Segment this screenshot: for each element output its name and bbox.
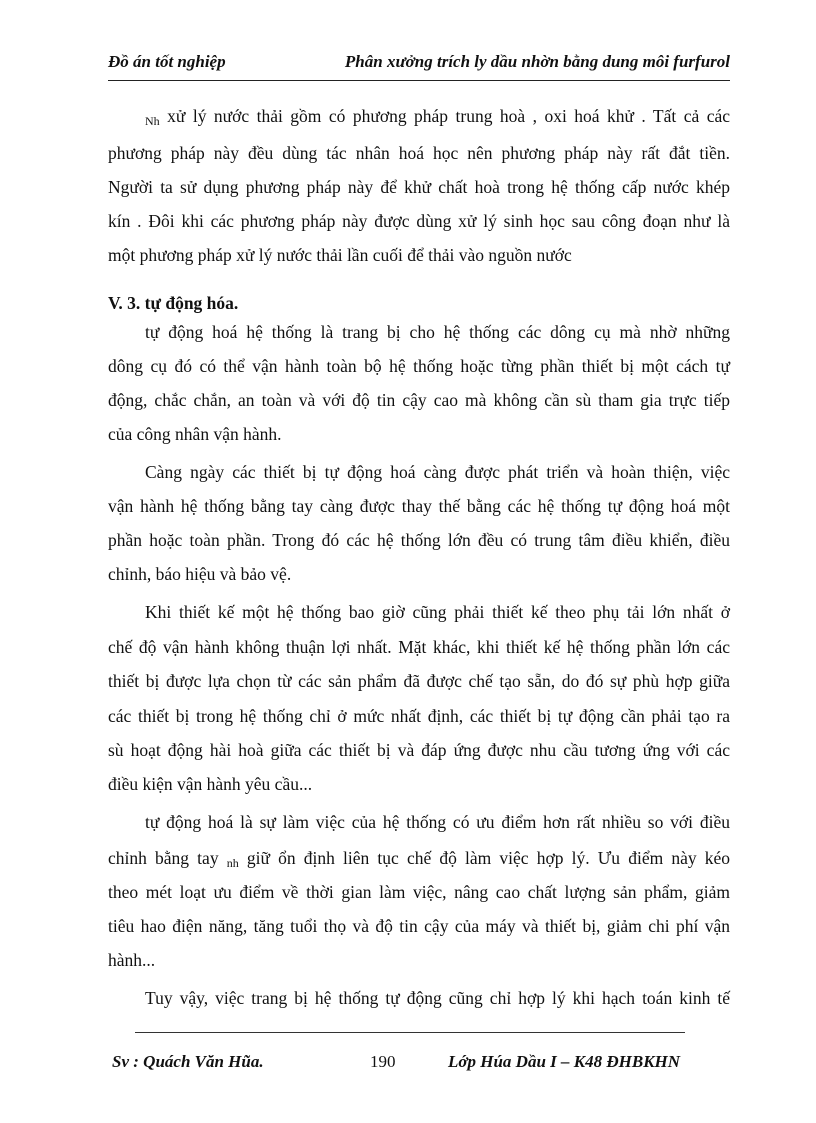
line-text: xử lý nước thải gồm có phương pháp trung hoà , oxi hoá khử . Tất cả các — [167, 106, 730, 126]
paragraph-line: phần hoặc toàn phần. Trong đó các hệ thống lớn đều có trung tâm điều khiển, điều — [108, 530, 730, 550]
paragraph-line: vận hành hệ thống bằng tay càng được thay thế bằng các hệ thống tự động hoá một — [108, 496, 730, 516]
paragraph-line — [108, 848, 730, 871]
paragraph-line — [145, 106, 730, 129]
header-title-left: Đồ án tốt nghiệp — [108, 52, 226, 71]
paragraph-line: kín . Đôi khi các phương pháp này được dùng xử lý sinh học sau công đoạn như là — [108, 211, 730, 231]
section-heading: V. 3. tự động hóa. — [108, 293, 239, 313]
line-text: chỉnh bằng tay — [108, 848, 219, 868]
footer-student: Sv : Quách Văn Hũa. — [112, 1052, 264, 1071]
paragraph-line: thiết bị được lựa chọn từ các sản phẩm đã được chế tạo sẵn, do đó sự phù hợp giữa — [108, 671, 730, 691]
paragraph-line: dông cụ đó có thể vận hành toàn bộ hệ thống hoặc từng phần thiết bị một cách tự — [108, 356, 730, 376]
paragraph-line: theo mét loạt ưu điểm về thời gian làm việc, nâng cao chất lượng sản phẩm, giảm — [108, 882, 730, 902]
paragraph-line: của công nhân vận hành. — [108, 424, 282, 444]
paragraph-line: các thiết bị trong hệ thống chỉ ở mức nhất định, các thiết bị tự động cần phải tạo ra — [108, 706, 730, 726]
footer-class: Lớp Húa Dầu I – K48 ĐHBKHN — [448, 1052, 681, 1071]
paragraph-line: chỉnh, báo hiệu và bảo vệ. — [108, 564, 292, 584]
paragraph-line: tự động hoá hệ thống là trang bị cho hệ thống các dông cụ mà nhờ những — [145, 322, 730, 342]
small-text-fragment: Nh — [145, 114, 160, 128]
paragraph-line: hành... — [108, 950, 156, 970]
paragraph-line: Tuy vậy, việc trang bị hệ thống tự động cũng chỉ hợp lý khi hạch toán kinh tế — [145, 988, 730, 1008]
paragraph-line: Người ta sử dụng phương pháp này để khử chất hoà trong hệ thống cấp nước khép — [108, 177, 730, 197]
paragraph-line: điều kiện vận hành yêu cầu... — [108, 774, 313, 794]
line-text: giữ ổn định liên tục chế độ làm việc hợp lý. Ưu điểm này kéo — [246, 848, 731, 868]
paragraph-line: động, chắc chắn, an toàn và với độ tin cậy cao mà không cần sù tham gia trực tiếp — [108, 390, 730, 410]
paragraph-line: tự động hoá là sự làm việc của hệ thống có ưu điểm hơn rất nhiều so với điều — [145, 812, 730, 832]
page-number: 190 — [370, 1052, 396, 1071]
paragraph-line: phương pháp này đều dùng tác nhân hoá học nên phương pháp này rất đắt tiền. — [108, 143, 730, 163]
paragraph-line: Khi thiết kế một hệ thống bao giờ cũng phải thiết kế theo phụ tải lớn nhất ở — [145, 602, 730, 622]
header-title-right: Phân xưởng trích ly dầu nhờn bằng dung môi furfurol — [344, 52, 730, 71]
page-header — [108, 52, 730, 81]
footer-divider — [135, 1032, 685, 1033]
paragraph-line: Càng ngày các thiết bị tự động hoá càng được phát triển và hoàn thiện, việc — [145, 462, 730, 482]
paragraph-line: một phương pháp xử lý nước thải lần cuối để thải vào nguồn nước — [108, 245, 572, 265]
paragraph-line: sù hoạt động hài hoà giữa các thiết bị và đáp ứng được nhu cầu tương ứng với các — [108, 740, 730, 760]
small-text-fragment: nh — [226, 856, 239, 870]
paragraph-line: tiêu hao điện năng, tăng tuổi thọ và độ tin cậy của máy và thiết bị, giảm chi phí vận — [108, 916, 730, 936]
paragraph-line: chế độ vận hành không thuận lợi nhất. Mặt khác, khi thiết kế hệ thống phần lớn các — [108, 637, 730, 657]
